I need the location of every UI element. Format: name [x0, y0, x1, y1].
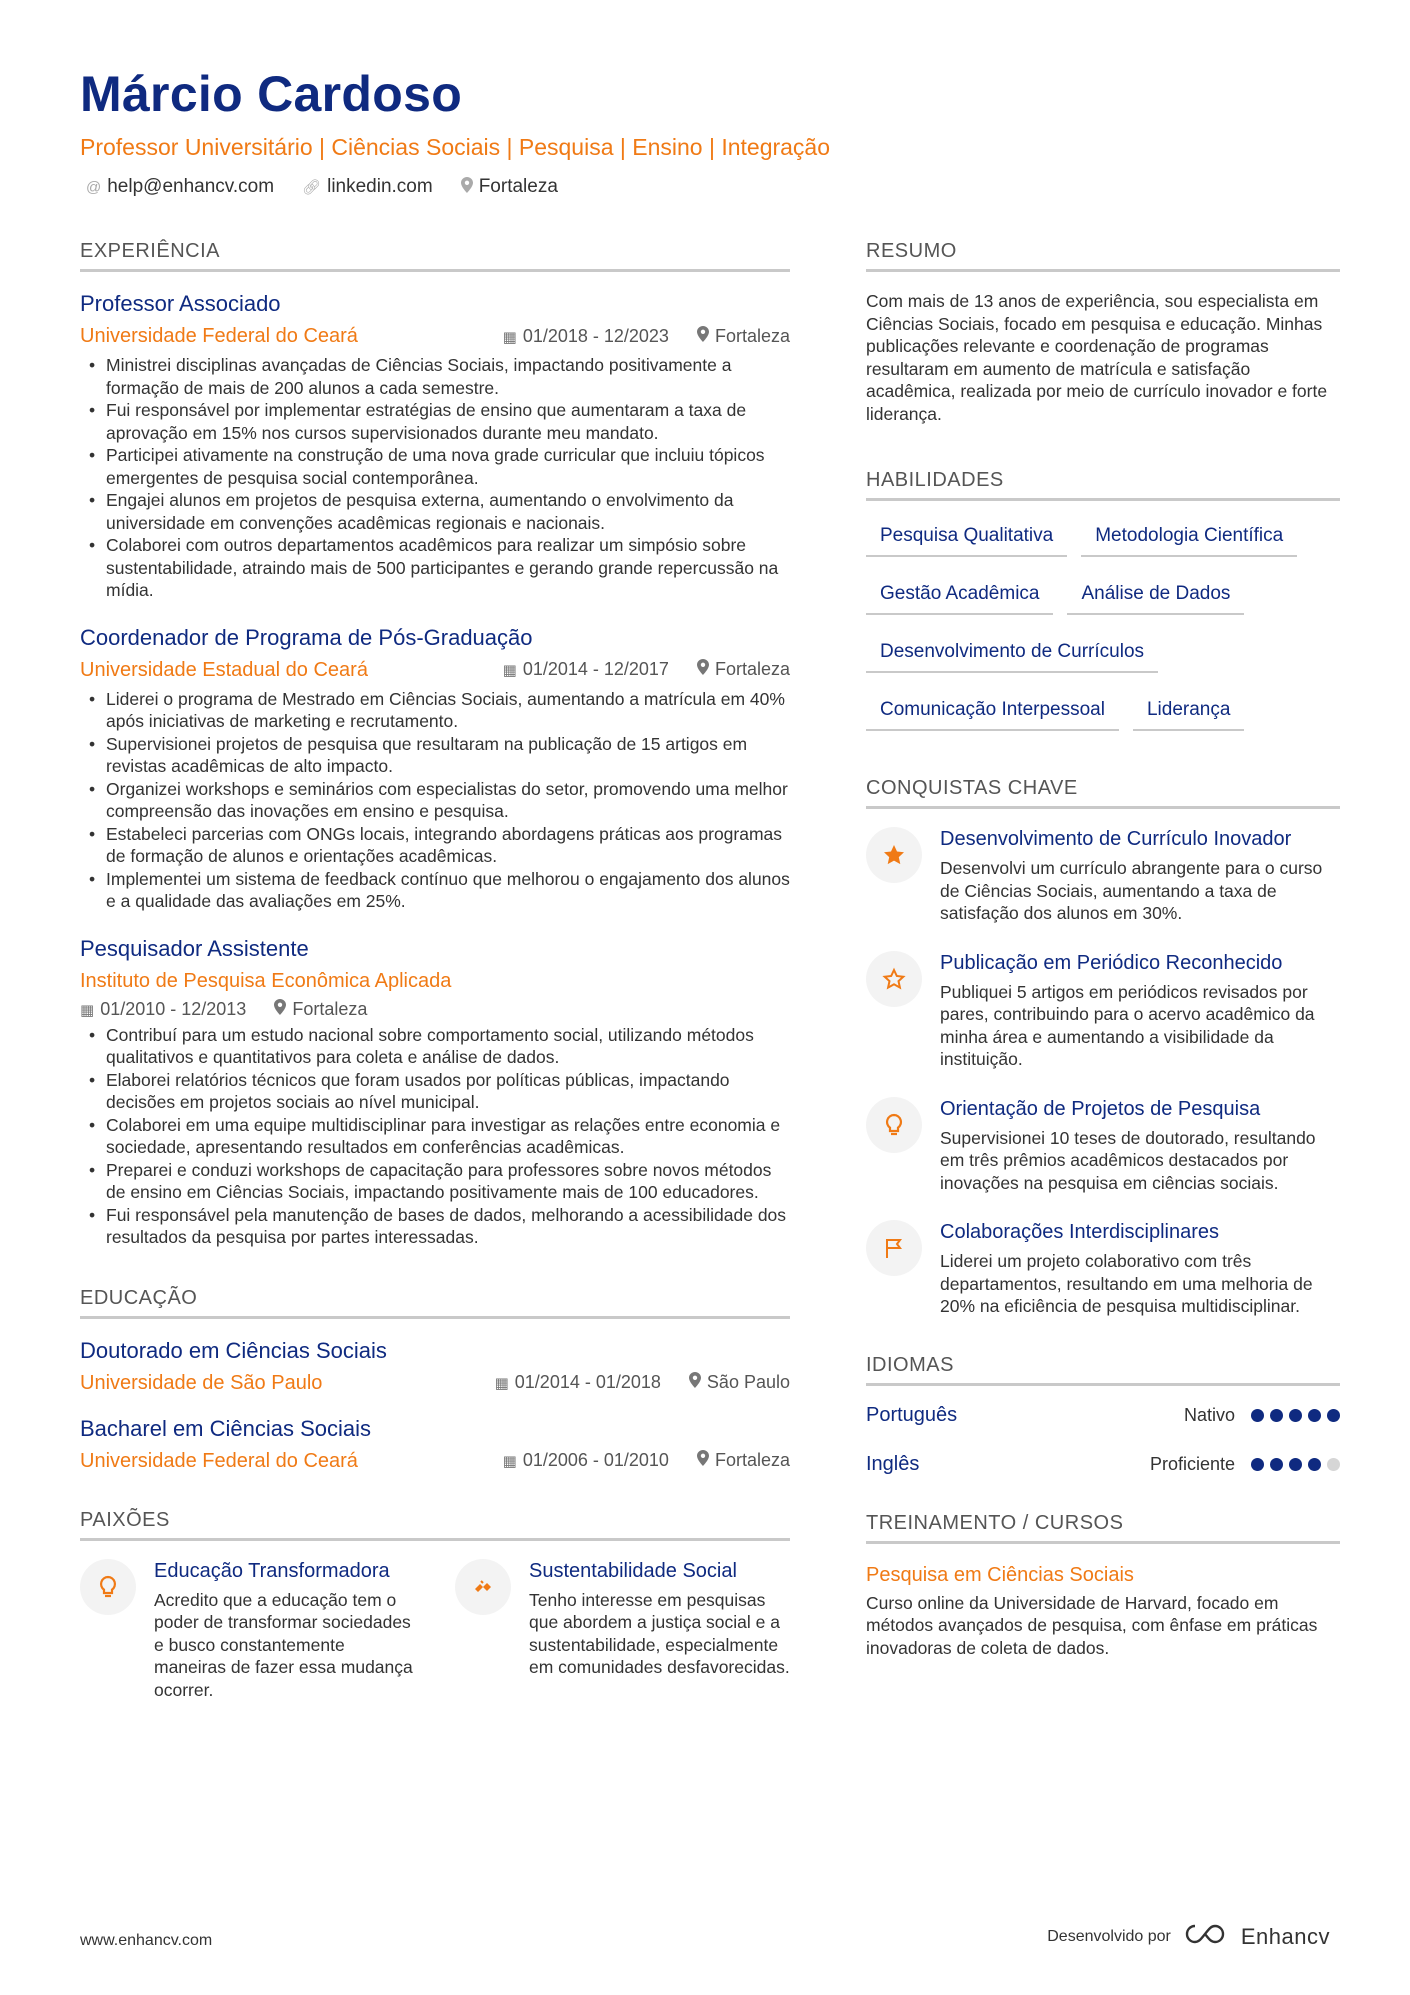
- achievement-desc: Desenvolvi um currículo abrangente para o curso de Ciências Sociais, aumentando a taxa de satisfação dos alunos em 30%.: [940, 858, 1323, 923]
- skill-tag: Pesquisa Qualitativa: [866, 519, 1067, 557]
- achievement-title: Orientação de Projetos de Pesquisa: [940, 1097, 1261, 1120]
- achievement-desc: Supervisionei 10 teses de doutorado, resultando em três prêmios acadêmicos destacados por inovações na pesquisa em ciências sociais.: [940, 1127, 1316, 1193]
- skill-tag: Gestão Acadêmica: [866, 577, 1053, 615]
- experience-item: [80, 624, 790, 913]
- skill-tag: Desenvolvimento de Currículos: [866, 635, 1158, 673]
- bullet-item: • Implementei um sistema de feedback contínuo que melhorou o engajamento dos alunos e a qualidade das avaliações em 25%.: [80, 868, 790, 913]
- contact-list: [86, 176, 1330, 198]
- bullet-item: • Preparei e conduzi workshops de capacitação para professores sobre novos métodos de ensino em Ciências Sociais, impactando positivamente mais de 100 educadores.: [80, 1159, 790, 1204]
- location-pin-icon: [689, 1375, 701, 1392]
- bullet-item: • Elaborei relatórios técnicos que foram usados por políticas públicas, impactando decisões em projetos sociais ao nível municipal.: [80, 1069, 790, 1114]
- experience-item: [80, 935, 790, 1249]
- course-title: Pesquisa em Ciências Sociais: [866, 1563, 1134, 1586]
- skill-tag: Comunicação Interpessoal: [866, 693, 1119, 731]
- footer-website[interactable]: www.enhancv.com: [80, 1932, 213, 1949]
- language-level: Nativo: [1183, 1404, 1235, 1425]
- star-icon: [866, 827, 922, 883]
- job-dates: ▦ 01/2014 - 12/2017: [502, 659, 669, 679]
- headline: Professor Universitário | Ciências Sociais | Pesquisa | Ensino | Integração: [80, 134, 831, 160]
- degree-title: Doutorado em Ciências Sociais: [80, 1337, 387, 1363]
- bullet-item: • Participei ativamente na construção de uma nova grade curricular que incluiu tópicos emergentes de pesquisa social contemporânea.: [80, 444, 790, 489]
- achievement-title: Desenvolvimento de Currículo Inovador: [940, 828, 1292, 850]
- bullet-item: • Liderei o programa de Mestrado em Ciências Sociais, aumentando a matrícula em 40% após iniciativas de marketing e recrutamento.: [80, 688, 790, 733]
- language-name: Português: [866, 1403, 958, 1426]
- education-item: [80, 1337, 790, 1397]
- passion-title: Educação Transformadora: [154, 1559, 390, 1582]
- contact-location: [461, 176, 558, 198]
- achievement-item: [866, 827, 1340, 925]
- email-text: help@enhancv.com: [107, 176, 275, 197]
- rating-dot-filled: [1251, 1409, 1264, 1422]
- rating-dot-filled: [1308, 1458, 1321, 1471]
- passion-item: [455, 1559, 790, 1702]
- school-name: Universidade Federal do Ceará: [80, 1449, 358, 1472]
- contact-email[interactable]: [86, 176, 274, 198]
- passion-desc: Tenho interesse em pesquisas que abordem a justiça social e a sustentabilidade, especialmente em comunidades desfavorecidas.: [529, 1589, 790, 1677]
- location-pin-icon: [461, 177, 473, 197]
- passions-list: [80, 1559, 790, 1702]
- location-pin-icon: [697, 662, 709, 679]
- rating-dot-filled: [1289, 1458, 1302, 1471]
- company-name: Instituto de Pesquisa Econômica Aplicada: [80, 969, 452, 992]
- achievement-item: [866, 1097, 1340, 1195]
- location-text: Fortaleza: [478, 176, 558, 197]
- bullet-item: • Engajei alunos em projetos de pesquisa externa, aumentando o envolvimento da universidade em convenções acadêmicas regionais e nacionais.: [80, 489, 790, 534]
- job-location: Fortaleza: [697, 659, 790, 680]
- calendar-icon: ▦: [502, 662, 517, 679]
- achievement-title: Publicação em Periódico Reconhecido: [940, 951, 1283, 974]
- job-dates: ▦ 01/2010 - 12/2013: [80, 998, 247, 1019]
- calendar-icon: ▦: [80, 1001, 95, 1019]
- linkedin-text: linkedin.com: [327, 176, 433, 197]
- powered-by-text: Desenvolvido por: [1047, 1927, 1171, 1945]
- company-name: Universidade Estadual do Ceará: [80, 658, 368, 681]
- rating-dot-empty: [1327, 1458, 1340, 1471]
- rating-dot-filled: [1308, 1409, 1321, 1422]
- link-icon: 🔗︎: [302, 179, 322, 196]
- job-location: Fortaleza: [697, 326, 790, 347]
- contact-linkedin[interactable]: [302, 176, 433, 198]
- language-level: Proficiente: [1149, 1453, 1235, 1474]
- passion-desc: Acredito que a educação tem o poder de transformar sociedades e busco constantemente maneiras de fazer essa mudança ocorrer.: [154, 1589, 413, 1700]
- edu-dates: ▦ 01/2014 - 01/2018: [494, 1372, 661, 1392]
- achievements-section-title: CONQUISTAS CHAVE: [866, 777, 1340, 809]
- bullet-item: • Supervisionei projetos de pesquisa que resultaram na publicação de 15 artigos em revistas acadêmicas de alto impacto.: [80, 733, 790, 778]
- language-item: [866, 1453, 1340, 1476]
- job-bullets: [80, 1024, 790, 1249]
- bullet-item: • Fui responsável pela manutenção de bases de dados, melhorando a acessibilidade dos resultados da pesquisa por partes interessadas.: [80, 1204, 790, 1249]
- bullet-item: • Estabeleci parcerias com ONGs locais, integrando abordagens práticas aos programas de formação de alunos e orientações acadêmicas.: [80, 823, 790, 868]
- school-name: Universidade de São Paulo: [80, 1371, 323, 1394]
- bullet-item: • Ministrei disciplinas avançadas de Ciências Sociais, impactando positivamente a formação de mais de 200 alunos a cada semestre.: [80, 354, 790, 399]
- education-item: [80, 1415, 790, 1475]
- skills-list: [866, 519, 1340, 731]
- achievement-item: [866, 1220, 1340, 1318]
- hands-icon: [455, 1559, 511, 1615]
- location-pin-icon: [697, 1453, 709, 1470]
- passions-section-title: PAIXÕES: [80, 1509, 790, 1541]
- language-rating: [1251, 1409, 1340, 1422]
- edu-location: Fortaleza: [697, 1450, 790, 1471]
- passion-item: [80, 1559, 415, 1702]
- rating-dot-filled: [1327, 1409, 1340, 1422]
- education-section-title: EDUCAÇÃO: [80, 1287, 790, 1319]
- resume-header: [80, 64, 1330, 198]
- location-pin-icon: [274, 1002, 286, 1019]
- training-section-title: TREINAMENTO / CURSOS: [866, 1512, 1340, 1544]
- calendar-icon: ▦: [502, 328, 517, 346]
- language-item: [866, 1404, 1340, 1427]
- left-column: [80, 240, 790, 1701]
- achievement-desc: Publiquei 5 artigos em periódicos revisados por pares, contribuindo para o acervo acadêmico da minha área e aumentando a visibilidade da instituição.: [940, 981, 1315, 1069]
- right-column: [866, 240, 1340, 1659]
- bullet-item: • Contribuí para um estudo nacional sobre comportamento social, utilizando métodos qualitativos e quantitativos para coleta e análise de dados.: [80, 1024, 790, 1069]
- job-title: Coordenador de Programa de Pós-Graduação: [80, 624, 533, 650]
- summary-section-title: RESUMO: [866, 240, 1340, 272]
- candidate-name: Márcio Cardoso: [80, 66, 463, 122]
- bullet-item: • Colaborei com outros departamentos acadêmicos para realizar um simpósio sobre sustentabilidade, atraindo mais de 500 participantes e gerando grande repercussão na mídia.: [80, 534, 790, 602]
- bullet-item: • Colaborei em uma equipe multidisciplinar para investigar as relações entre economia e sociedade, apresentando resultados em conferências acadêmicas.: [80, 1114, 790, 1159]
- rating-dot-filled: [1289, 1409, 1302, 1422]
- rating-dot-filled: [1270, 1409, 1283, 1422]
- skill-tag: Metodologia Científica: [1081, 519, 1297, 557]
- summary-text: Com mais de 13 anos de experiência, sou especialista em Ciências Sociais, focado em pesquisa e educação. Minhas publicações relevante e coordenação de programas resultaram em aumento de matrícula e satisfação acadêmica, realizada por meio de currículo inovador e forte liderança.: [866, 291, 1328, 424]
- footer-branding: [1047, 1922, 1330, 1951]
- at-icon: @: [86, 178, 102, 196]
- lightbulb-icon: [866, 1097, 922, 1153]
- skill-tag: Liderança: [1133, 693, 1244, 731]
- course-desc: Curso online da Universidade de Harvard, focado em métodos avançados de pesquisa, com ênfase em práticas inovadoras de coleta de dados.: [866, 1592, 1318, 1658]
- achievement-title: Colaborações Interdisciplinares: [940, 1221, 1220, 1243]
- skills-section-title: HABILIDADES: [866, 469, 1340, 501]
- flag-icon: [866, 1220, 922, 1276]
- job-dates: ▦ 01/2018 - 12/2023: [502, 325, 669, 346]
- calendar-icon: ▦: [494, 1375, 509, 1392]
- rating-dot-filled: [1270, 1458, 1283, 1471]
- experience-section-title: EXPERIÊNCIA: [80, 240, 790, 272]
- language-rating: [1251, 1458, 1340, 1471]
- lightbulb-icon: [80, 1559, 136, 1615]
- passion-title: Sustentabilidade Social: [529, 1559, 737, 1582]
- star-outline-icon: [866, 951, 922, 1007]
- edu-dates: ▦ 01/2006 - 01/2010: [502, 1450, 669, 1470]
- job-bullets: [80, 688, 790, 913]
- languages-section-title: IDIOMAS: [866, 1354, 1340, 1386]
- skill-tag: Análise de Dados: [1067, 577, 1244, 615]
- brand-name: Enhancv: [1240, 1923, 1330, 1949]
- calendar-icon: ▦: [502, 1453, 517, 1470]
- language-name: Inglês: [866, 1452, 920, 1475]
- enhancv-logo-icon: [1183, 1922, 1229, 1951]
- experience-item: [80, 290, 790, 602]
- edu-location: São Paulo: [689, 1372, 790, 1393]
- rating-dot-filled: [1251, 1458, 1264, 1471]
- bullet-item: • Fui responsável por implementar estratégias de ensino que aumentaram a taxa de aprovação em 15% nos cursos supervisionados durante meu mandato.: [80, 399, 790, 444]
- company-name: Universidade Federal do Ceará: [80, 325, 358, 347]
- location-pin-icon: [697, 329, 709, 346]
- job-title: Professor Associado: [80, 291, 281, 316]
- degree-title: Bacharel em Ciências Sociais: [80, 1415, 372, 1441]
- achievement-item: [866, 951, 1340, 1071]
- job-title: Pesquisador Assistente: [80, 935, 309, 961]
- job-location: Fortaleza: [274, 999, 367, 1020]
- bullet-item: • Organizei workshops e seminários com especialistas do setor, promovendo uma melhor compreensão das inovações em ensino e pesquisa.: [80, 778, 790, 823]
- achievement-desc: Liderei um projeto colaborativo com três departamentos, resultando em uma melhoria de 20% na eficiência de pesquisa multidisciplinar.: [940, 1251, 1313, 1316]
- job-bullets: [80, 354, 790, 602]
